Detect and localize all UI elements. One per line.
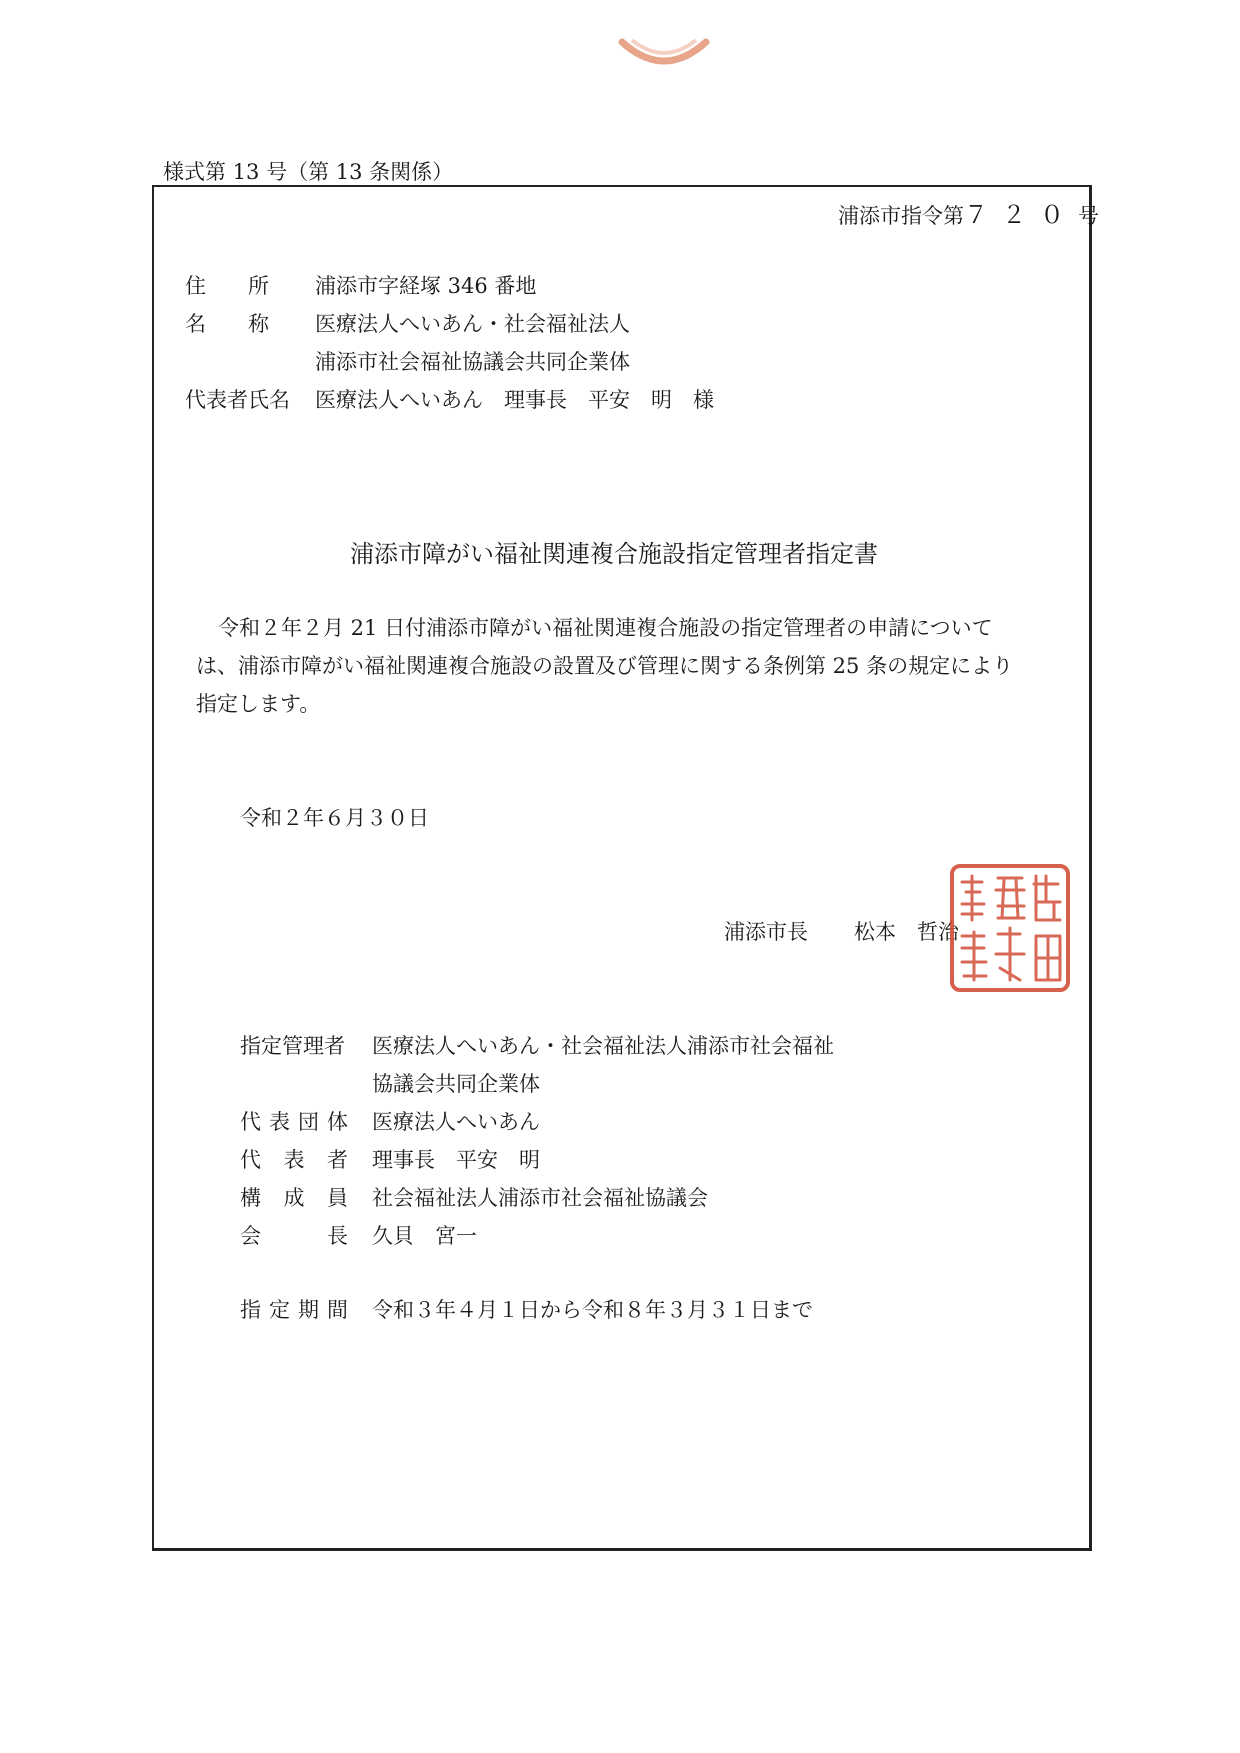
representative-label: 代表者氏名: [185, 388, 290, 412]
representative-person-value: 理事長 平安 明: [372, 1148, 540, 1172]
address-value: 浦添市字経塚 346 番地: [315, 274, 537, 298]
form-header: 様式第 13 号（第 13 条関係）: [163, 160, 454, 184]
doc-number-value: ７２０: [964, 201, 1078, 229]
designated-manager-value: 医療法人へいあん・社会福祉法人浦添市社会福祉: [372, 1034, 834, 1058]
member-label: 構成員: [240, 1186, 348, 1210]
representative-person-label: 代表者: [240, 1148, 348, 1172]
doc-number-prefix: 浦添市指令第: [838, 204, 964, 228]
designation-period-label: 指定期間: [240, 1298, 348, 1322]
name-value-line1: 医療法人へいあん・社会福祉法人: [315, 312, 630, 336]
document-title: 浦添市障がい福祉関連複合施設指定管理者指定書: [350, 540, 878, 568]
representative-group-value: 医療法人へいあん: [372, 1110, 540, 1134]
name-label: 名 称: [185, 312, 269, 336]
member-value: 社会福祉法人浦添市社会福祉協議会: [372, 1186, 708, 1210]
chairman-label: 会長: [240, 1224, 348, 1248]
body-line-2: は、浦添市障がい福祉関連複合施設の設置及び管理に関する条例第 25 条の規定により: [196, 654, 1014, 678]
chairman-value: 久貝 宮一: [372, 1224, 477, 1248]
designated-manager-value-line2: 協議会共同企業体: [372, 1072, 540, 1096]
signer-title: 浦添市長: [724, 920, 808, 944]
representative-group-label: 代表団体: [240, 1110, 348, 1134]
signer-name: 松本 哲治: [854, 920, 959, 944]
doc-number-suffix: 号: [1078, 204, 1099, 228]
representative-name: 医療法人へいあん 理事長 平安 明 様: [315, 388, 714, 412]
designated-manager-label: 指定管理者: [240, 1034, 345, 1058]
doc-number: [838, 195, 1099, 230]
binding-hole-mark: [618, 32, 710, 76]
body-line-1: 令和２年２月 21 日付浦添市障がい福祉関連複合施設の指定管理者の申請について: [218, 616, 993, 640]
issue-date: 令和２年６月３０日: [240, 806, 429, 830]
body-line-3: 指定します。: [196, 692, 321, 716]
name-value-line2: 浦添市社会福祉協議会共同企業体: [315, 350, 630, 374]
designation-period-value: 令和３年４月１日から令和８年３月３１日まで: [372, 1298, 813, 1322]
official-seal-stamp: [948, 862, 1072, 994]
address-label: 住 所: [185, 274, 269, 298]
